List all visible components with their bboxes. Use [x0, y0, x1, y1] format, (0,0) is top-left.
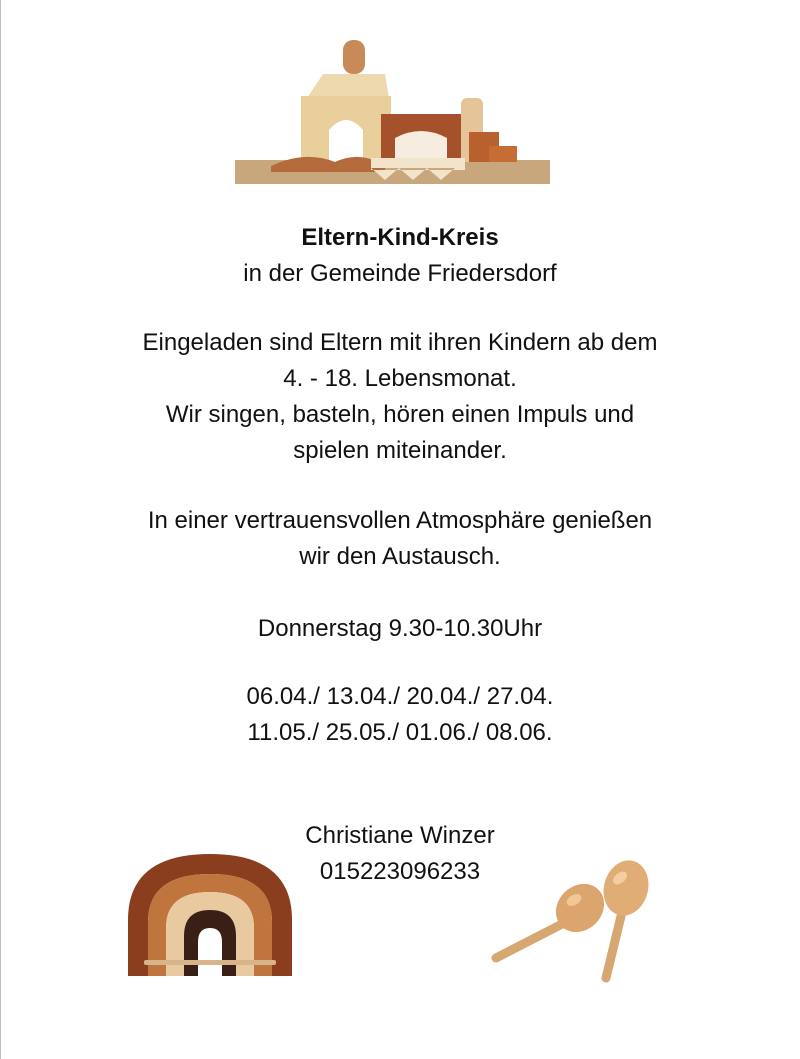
invitation-line: Wir singen, basteln, hören einen Impuls und [165, 401, 635, 428]
invitation-paragraph [0, 325, 800, 469]
wooden-blocks-image [235, 38, 550, 184]
atmosphere-line: wir den Austausch. [299, 543, 501, 570]
event-title: Eltern-Kind-Kreis [301, 224, 499, 251]
meeting-time: Donnerstag 9.30-10.30Uhr [257, 615, 543, 642]
contact-name: Christiane Winzer [305, 822, 495, 849]
invitation-line: Eingeladen sind Eltern mit ihren Kindern ab dem [142, 329, 658, 356]
atmosphere-line: In einer vertrauensvollen Atmosphäre genießen [147, 507, 653, 534]
event-subtitle: in der Gemeinde Friedersdorf [243, 260, 557, 287]
contact-block [0, 818, 800, 890]
invitation-line: 4. - 18. Lebensmonat. [283, 365, 517, 392]
atmosphere-paragraph [0, 503, 800, 575]
dates-line: 11.05./ 25.05./ 01.06./ 08.06. [247, 719, 553, 746]
dates-line: 06.04./ 13.04./ 20.04./ 27.04. [246, 683, 554, 710]
wooden-maracas-image [488, 850, 653, 985]
invitation-line: spielen miteinander. [293, 437, 507, 464]
meeting-dates [0, 679, 800, 751]
contact-phone: 015223096233 [319, 858, 481, 885]
wooden-rainbow-image [124, 850, 296, 980]
